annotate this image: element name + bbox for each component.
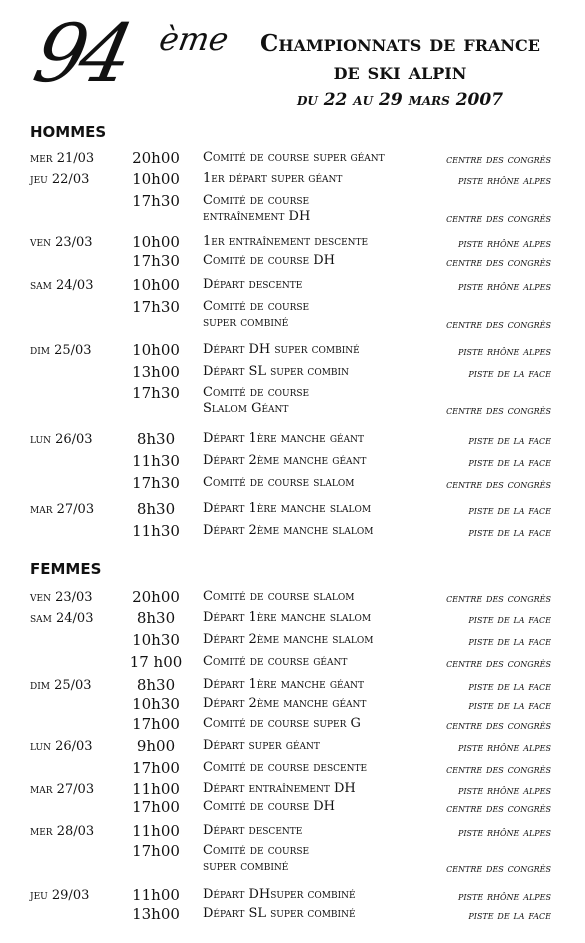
schedule-event: Départ super géant [203, 738, 320, 753]
schedule-event: Comité de course super G [203, 716, 361, 731]
schedule-row [0, 737, 585, 757]
schedule-time: 17 h00 [129, 653, 183, 671]
schedule-row [0, 233, 585, 253]
schedule-row [0, 588, 585, 608]
schedule-venue: centre des congrès [446, 861, 551, 875]
schedule-row [0, 170, 585, 190]
schedule-venue: piste de la face [468, 908, 551, 922]
schedule-row [0, 653, 585, 673]
schedule-time: 10h00 [132, 170, 180, 188]
schedule-venue: centre des congrès [446, 801, 551, 815]
schedule-time: 20h00 [132, 588, 180, 606]
schedule-time: 13h00 [132, 363, 180, 381]
schedule-time: 17h30 [132, 252, 180, 270]
schedule-venue: piste rhône alpes [457, 783, 551, 797]
schedule-day: ven 23/03 [30, 590, 93, 605]
title-line-1: Championnats de france [260, 30, 540, 57]
schedule-venue: piste de la face [468, 634, 551, 648]
schedule-time: 11h00 [132, 780, 180, 798]
schedule-venue: centre des congrès [446, 656, 551, 670]
schedule-venue: piste de la face [468, 503, 551, 517]
schedule-event: Comité de course slalom [203, 475, 355, 490]
title-line-2: de ski alpin [333, 58, 467, 85]
schedule-event: Comité de course entraînement DH [203, 193, 311, 224]
schedule-row [0, 363, 585, 383]
schedule-venue: piste de la face [468, 366, 551, 380]
schedule-venue: piste rhône alpes [457, 236, 551, 250]
schedule-venue: piste de la face [468, 679, 551, 693]
schedule-venue: piste rhône alpes [457, 173, 551, 187]
schedule-row [0, 759, 585, 779]
schedule-row [0, 252, 585, 272]
event-dates: du 22 au 29 mars 2007 [296, 90, 504, 110]
schedule-time: 11h00 [132, 822, 180, 840]
schedule-venue: piste rhône alpes [457, 889, 551, 903]
schedule-time: 10h00 [132, 276, 180, 294]
schedule-event: Départ entraînement DH [203, 781, 356, 796]
schedule-venue: piste de la face [468, 525, 551, 539]
schedule-event: Départ 2ème manche slalom [203, 523, 374, 538]
schedule-event: Départ descente [203, 277, 303, 292]
schedule-venue: centre des congrès [446, 255, 551, 269]
schedule-row [0, 631, 585, 651]
schedule-event: Départ 1ère manche slalom [203, 501, 372, 516]
schedule-venue: piste rhône alpes [457, 279, 551, 293]
schedule-time: 8h30 [136, 430, 176, 448]
schedule-time: 17h30 [132, 384, 180, 402]
schedule-event: Départ DHsuper combiné [203, 887, 356, 902]
schedule-time: 17h30 [132, 192, 180, 210]
schedule-row [0, 500, 585, 520]
schedule-venue: centre des congrès [446, 591, 551, 605]
schedule-time: 17h00 [132, 842, 180, 860]
schedule-row [0, 798, 585, 818]
schedule-day: lun 26/03 [30, 739, 93, 754]
schedule-event: Départ SL super combiné [203, 906, 356, 921]
schedule-event: Départ DH super combiné [203, 342, 360, 357]
schedule-day: lun 26/03 [30, 432, 93, 447]
schedule-event: Comité de course super géant [203, 150, 385, 165]
schedule-time: 17h00 [132, 715, 180, 733]
schedule-time: 8h30 [136, 609, 176, 627]
schedule-event: Comité de course super combiné [203, 299, 310, 330]
schedule-venue: centre des congrès [446, 477, 551, 491]
schedule-event: Départ 2ème manche géant [203, 696, 367, 711]
schedule-time: 11h00 [132, 886, 180, 904]
schedule-venue: centre des congrès [446, 152, 551, 166]
schedule-time: 17h30 [132, 298, 180, 316]
schedule-row [0, 609, 585, 629]
schedule-row [0, 905, 585, 925]
schedule-time: 10h00 [132, 341, 180, 359]
schedule-row [0, 384, 585, 417]
schedule-venue: piste de la face [468, 698, 551, 712]
schedule-event: Départ 2ème manche slalom [203, 632, 374, 647]
schedule-row [0, 276, 585, 296]
schedule-venue: centre des congrès [446, 718, 551, 732]
schedule-time: 20h00 [132, 149, 180, 167]
schedule-row [0, 522, 585, 542]
schedule-time: 8h30 [136, 676, 176, 694]
schedule-row [0, 430, 585, 450]
schedule-venue: piste de la face [468, 612, 551, 626]
schedule-event: Comité de course slalom [203, 589, 355, 604]
schedule-venue: piste rhône alpes [457, 740, 551, 754]
section-heading-femmes: FEMMES [30, 560, 102, 578]
schedule-day: mer 28/03 [30, 824, 95, 839]
schedule-time: 17h00 [132, 798, 180, 816]
schedule-day: mar 27/03 [30, 782, 95, 797]
schedule-event: Comité de course géant [203, 654, 348, 669]
schedule-event: Comité de course DH [203, 799, 335, 814]
schedule-day: mer 21/03 [30, 151, 95, 166]
schedule-event: Comité de course super combiné [203, 843, 310, 874]
schedule-day: mar 27/03 [30, 502, 95, 517]
schedule-day: sam 24/03 [30, 611, 94, 626]
schedule-time: 11h30 [132, 522, 180, 540]
schedule-row [0, 149, 585, 169]
schedule-venue: centre des congrès [446, 403, 551, 417]
schedule-event: 1er départ super géant [203, 171, 343, 186]
schedule-venue: centre des congrès [446, 762, 551, 776]
schedule-time: 9h00 [136, 737, 176, 755]
schedule-day: jeu 22/03 [30, 172, 90, 187]
schedule-event: 1er entraînement descente [203, 234, 369, 249]
schedule-venue: centre des congrès [446, 211, 551, 225]
schedule-time: 17h00 [132, 759, 180, 777]
schedule-time: 8h30 [136, 500, 176, 518]
schedule-day: jeu 29/03 [30, 888, 90, 903]
schedule-row [0, 676, 585, 696]
schedule-event: Départ 1ère manche géant [203, 677, 364, 692]
schedule-venue: piste de la face [468, 455, 551, 469]
schedule-day: sam 24/03 [30, 278, 94, 293]
schedule-event: Départ SL super combin [203, 364, 349, 379]
section-heading-hommes: HOMMES [30, 123, 107, 141]
schedule-row [0, 298, 585, 331]
schedule-time: 13h00 [132, 905, 180, 923]
schedule-row [0, 192, 585, 225]
schedule-time: 10h30 [132, 631, 180, 649]
schedule-row [0, 715, 585, 735]
schedule-row [0, 780, 585, 800]
schedule-row [0, 822, 585, 842]
schedule-row [0, 452, 585, 472]
schedule-time: 10h30 [132, 695, 180, 713]
schedule-row [0, 842, 585, 875]
schedule-day: dim 25/03 [30, 678, 92, 693]
schedule-time: 11h30 [132, 452, 180, 470]
schedule-venue: centre des congrès [446, 317, 551, 331]
schedule-row [0, 341, 585, 361]
schedule-row [0, 474, 585, 494]
schedule-row [0, 695, 585, 715]
schedule-time: 10h00 [132, 233, 180, 251]
schedule-event: Départ 1ère manche slalom [203, 610, 372, 625]
edition-suffix: ème [156, 20, 232, 58]
schedule-event: Départ 2ème manche géant [203, 453, 367, 468]
schedule-time: 17h30 [132, 474, 180, 492]
schedule-event: Comité de course descente [203, 760, 368, 775]
schedule-day: ven 23/03 [30, 235, 93, 250]
edition-number: 94 [26, 7, 136, 100]
schedule-event: Départ 1ère manche géant [203, 431, 364, 446]
schedule-venue: piste de la face [468, 433, 551, 447]
schedule-day: dim 25/03 [30, 343, 92, 358]
schedule-venue: piste rhône alpes [457, 825, 551, 839]
schedule-event: Comité de course DH [203, 253, 335, 268]
schedule-venue: piste rhône alpes [457, 344, 551, 358]
schedule-event: Départ descente [203, 823, 303, 838]
schedule-row [0, 886, 585, 906]
schedule-event: Comité de course Slalom Géant [203, 385, 310, 416]
